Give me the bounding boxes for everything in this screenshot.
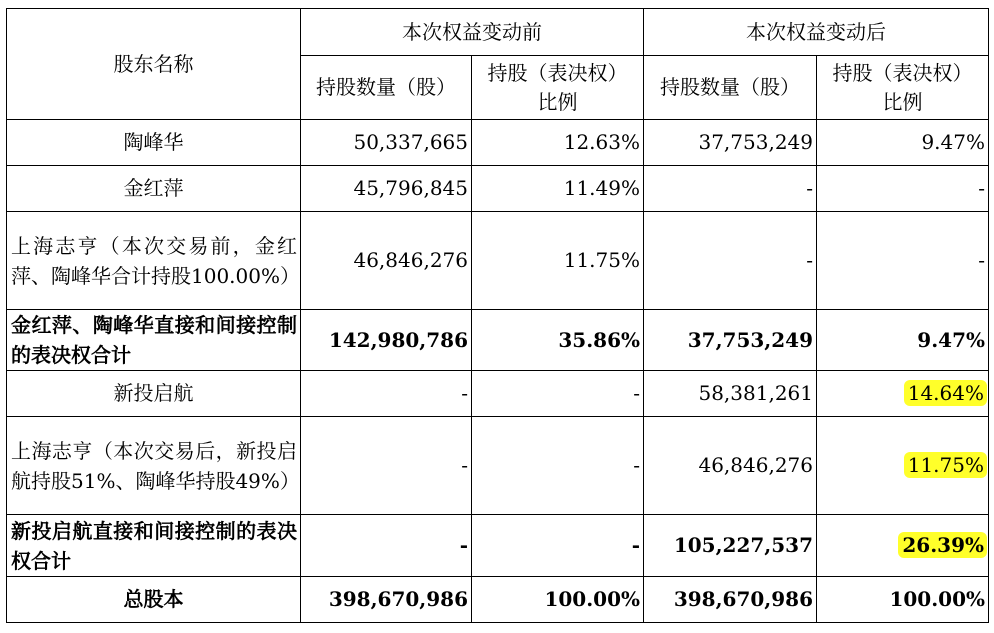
after-ratio: 100.00% [817,577,989,623]
shareholder-name: 新投启航直接和间接控制的表决权合计 [7,515,301,577]
table-row [7,166,989,212]
table-row-total [7,577,989,623]
before-ratio: - [472,417,644,515]
table-row-subtotal [7,515,989,577]
highlighted-ratio: 11.75% [904,452,987,478]
before-shares: - [301,371,472,417]
before-shares: 398,670,986 [301,577,472,623]
before-ratio: - [472,371,644,417]
header-after-shares: 持股数量（股） [644,56,817,120]
after-shares: 58,381,261 [644,371,817,417]
after-ratio [817,515,989,577]
after-ratio: - [817,166,989,212]
highlighted-ratio: 14.64% [904,380,987,406]
shareholder-name: 上海志亨（本次交易前，金红萍、陶峰华合计持股100.00%） [7,212,301,310]
after-ratio: 9.47% [817,120,989,166]
after-ratio: 9.47% [817,310,989,371]
header-after-ratio-line2: 比例 [882,89,923,114]
after-ratio: - [817,212,989,310]
after-shares: - [644,212,817,310]
before-ratio: - [472,515,644,577]
table-row [7,120,989,166]
before-ratio: 11.49% [472,166,644,212]
table-row-subtotal [7,310,989,371]
before-shares: - [301,417,472,515]
after-shares: - [644,166,817,212]
header-before-ratio-line1: 持股（表决权） [487,60,628,85]
before-shares: - [301,515,472,577]
table-row [7,417,989,515]
header-shareholder-name: 股东名称 [7,9,301,120]
after-shares: 37,753,249 [644,310,817,371]
before-ratio: 35.86% [472,310,644,371]
header-before-group: 本次权益变动前 [301,9,644,56]
after-shares: 398,670,986 [644,577,817,623]
after-shares: 46,846,276 [644,417,817,515]
before-shares: 50,337,665 [301,120,472,166]
header-row-groups [7,9,989,56]
header-before-shares: 持股数量（股） [301,56,472,120]
shareholding-table-container [6,8,989,623]
highlighted-ratio: 26.39% [898,532,987,558]
header-after-ratio [817,56,989,120]
after-ratio [817,417,989,515]
before-ratio: 100.00% [472,577,644,623]
after-shares: 105,227,537 [644,515,817,577]
shareholding-change-table [6,8,989,623]
after-ratio [817,371,989,417]
shareholder-name: 总股本 [7,577,301,623]
before-shares: 46,846,276 [301,212,472,310]
before-shares: 45,796,845 [301,166,472,212]
header-before-ratio [472,56,644,120]
before-shares: 142,980,786 [301,310,472,371]
shareholder-name: 陶峰华 [7,120,301,166]
shareholder-name: 上海志亨（本次交易后，新投启航持股51%、陶峰华持股49%） [7,417,301,515]
before-ratio: 11.75% [472,212,644,310]
before-ratio: 12.63% [472,120,644,166]
table-row [7,212,989,310]
header-before-ratio-line2: 比例 [537,89,578,114]
header-after-ratio-line1: 持股（表决权） [832,60,973,85]
header-after-group: 本次权益变动后 [644,9,989,56]
shareholder-name: 金红萍 [7,166,301,212]
shareholder-name: 金红萍、陶峰华直接和间接控制的表决权合计 [7,310,301,371]
after-shares: 37,753,249 [644,120,817,166]
table-row [7,371,989,417]
shareholder-name: 新投启航 [7,371,301,417]
